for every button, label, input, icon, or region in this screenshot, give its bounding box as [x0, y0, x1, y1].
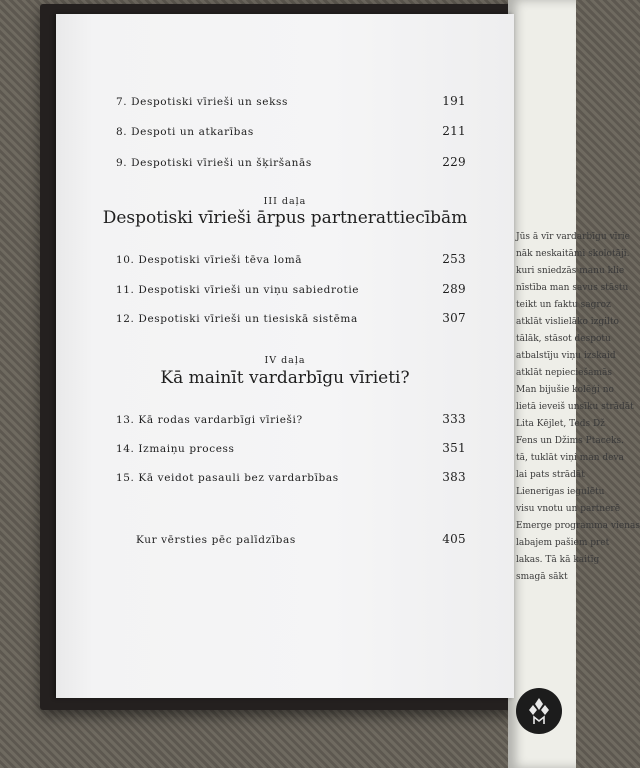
facing-page-text-line: atbalstīju viņu izskaid	[516, 351, 616, 361]
toc-entry	[116, 282, 466, 300]
facing-page-text-line: tālāk, stāsot despotu	[516, 334, 611, 344]
toc-entry-page: 351	[442, 441, 466, 455]
facing-page-text-line: nīstība man savus stāstu	[516, 283, 629, 293]
toc-entry-page: 229	[442, 155, 466, 169]
facing-page-text-line: nāk neskaitāmi skolotāji.	[516, 249, 630, 259]
facing-page-text-line: Fens un Džims Ptaceks.	[516, 436, 624, 446]
part-label: IV daļa	[264, 355, 306, 366]
facing-page-text-line: labajem pašiem pret	[516, 538, 610, 548]
toc-entry	[116, 252, 466, 270]
toc-entry-help	[136, 532, 466, 550]
toc-entry-title: 7. Despotiski vīrieši un sekss	[116, 96, 289, 108]
toc-entry-title: 14. Izmaiņu process	[116, 443, 235, 455]
toc-entry-title: 9. Despotiski vīrieši un šķiršanās	[116, 157, 312, 169]
facing-page-text-line: Jūs ā vīr vardarbīgu vīrie	[516, 232, 630, 242]
toc-entry-page: 383	[442, 470, 466, 484]
facing-page-text-line: visu vnotu un partnerē	[516, 504, 621, 514]
facing-page-text-line: Lita Kējlet, Teds Dž	[516, 419, 605, 429]
toc-entry-title: 10. Despotiski vīrieši tēva lomā	[116, 254, 303, 266]
part-label: III daļa	[263, 196, 307, 207]
toc-entry	[116, 155, 466, 173]
toc-entry	[116, 311, 466, 329]
facing-page-text-line: Lienerigas iegulētu	[516, 487, 605, 497]
toc-entry-page: 405	[442, 532, 466, 546]
watermark-logo	[516, 688, 562, 734]
toc-entry-page: 289	[442, 282, 466, 296]
toc-entry-title: 13. Kā rodas vardarbīgi vīrieši?	[116, 414, 303, 426]
toc-entry	[116, 412, 466, 430]
toc-entry-title: 8. Despoti un atkarības	[116, 126, 254, 138]
facing-page-text-line: teikt un faktu sagroz	[516, 300, 611, 310]
toc-entry-page: 333	[442, 412, 466, 426]
toc-entry	[116, 441, 466, 459]
toc-entry-title: 11. Despotiski vīrieši un viņu sabiedrotie	[116, 284, 360, 296]
facing-page	[508, 0, 640, 768]
facing-page-text-line: atklāt nepieciešamās	[516, 368, 612, 378]
toc-entry	[116, 124, 466, 142]
facing-page-text-line: lietā ieveiš unsīku strādāt	[516, 402, 634, 412]
facing-page-text-line: Man bijušie kolēģi no	[516, 385, 614, 395]
toc-entry	[116, 94, 466, 112]
diamond-logo-icon	[525, 696, 553, 726]
toc-entry-title: Kur vērsties pēc palīdzības	[136, 534, 296, 546]
part-title: Despotiski vīrieši ārpus partnerattiecībām	[102, 208, 468, 228]
part-title: Kā mainīt vardarbīgu vīrieti?	[160, 368, 410, 388]
toc-entry	[116, 470, 466, 488]
facing-page-text-line: lai pats strādāt	[516, 470, 585, 480]
toc-entry-title: 15. Kā veidot pasauli bez vardarbības	[116, 472, 339, 484]
toc-entry-page: 253	[442, 252, 466, 266]
facing-page-text-line: tā, tuklāt viņi man deva	[516, 453, 624, 463]
toc-entry-page: 307	[442, 311, 466, 325]
facing-page-text-line: smagā sākt	[516, 572, 568, 582]
toc-entry-page: 191	[442, 94, 466, 108]
facing-page-text-line: kuri sniedzās manu klie	[516, 266, 625, 276]
contents-page	[56, 14, 514, 698]
toc-entry-page: 211	[442, 124, 466, 138]
toc-entry-title: 12. Despotiski vīrieši un tiesiskā sistēma	[116, 313, 358, 325]
facing-page-text-line: Emerge programma vienas	[516, 521, 640, 531]
facing-page-text-line: lakas. Tā kā kaitīg	[516, 555, 600, 565]
facing-page-text-line: atklāt vislielāko izgilto	[516, 317, 619, 327]
